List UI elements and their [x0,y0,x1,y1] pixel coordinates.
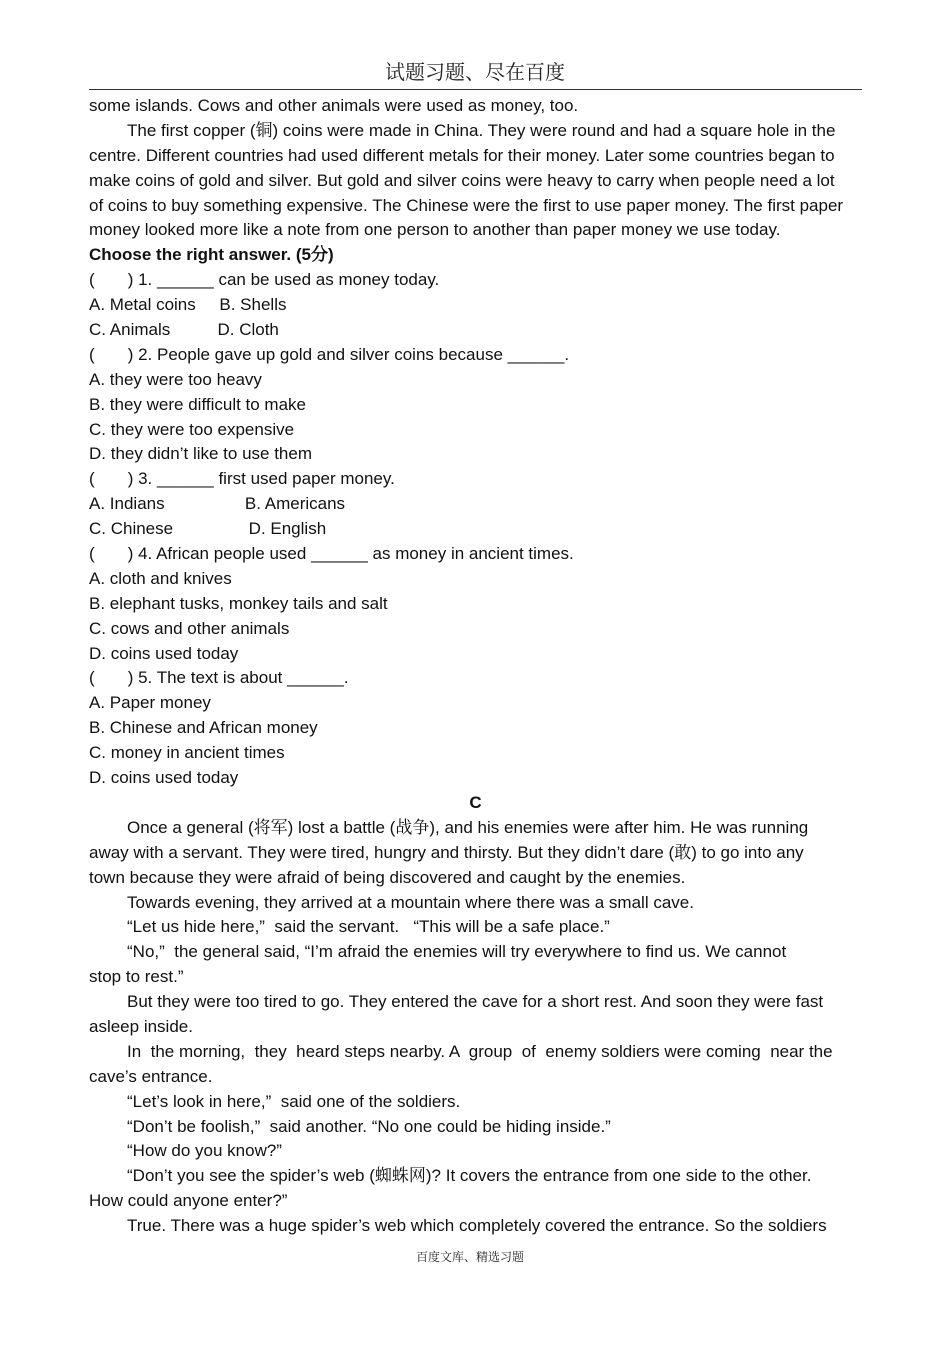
text-line: D. they didn’t like to use them [89,444,313,464]
text-line: Once a general (将军) lost a battle (战争), and his enemies were after him. He was running [127,817,809,837]
text-line: “How do you know?” [127,1141,282,1161]
text-line: some islands. Cows and other animals were used as money, too. [89,96,579,115]
section-heading: C [469,792,482,812]
text-line: A. Paper money [89,693,211,713]
text-line: “Let us hide here,” said the servant. “This will be a safe place.” [127,917,610,937]
text-line: B. Chinese and African money [89,718,318,738]
text-line: ( ) 1. ______ can be used as money today. [89,270,440,290]
text-line: “Don’t you see the spider’s web (蜘蛛网)? It covers the entrance from one side to the other. [127,1166,812,1186]
text-line: make coins of gold and silver. But gold and silver coins were heavy to carry when people need a lot [89,170,835,190]
text-line: The first copper (铜) coins were made in China. They were round and had a square hole in the [127,120,836,140]
text-line: C. Chinese D. English [89,519,327,539]
text-line: C. cows and other animals [89,618,290,638]
text-line: A. cloth and knives [89,568,232,588]
text-line: money looked more like a note from one person to another than paper money we use today. [89,220,781,240]
text-line: But they were too tired to go. They entered the cave for a short rest. And soon they were fast [127,992,824,1012]
text-line: D. coins used today [89,643,239,663]
text-line: True. There was a huge spider’s web which completely covered the entrance. So the soldiers [127,1216,827,1236]
text-line: “Don’t be foolish,” said another. “No one could be hiding inside.” [127,1116,611,1136]
text-line: centre. Different countries had used different metals for their money. Later some countries began to [89,145,835,165]
text-line: Towards evening, they arrived at a mountain where there was a small cave. [127,892,694,912]
text-line: A. Metal coins B. Shells [89,295,287,315]
text-line: In the morning, they heard steps nearby. A group of enemy soldiers were coming near the [127,1041,833,1061]
text-line: C. they were too expensive [89,419,295,439]
text-line: C. Animals D. Cloth [89,320,279,340]
text-line: D. coins used today [89,768,239,788]
text-line: C. money in ancient times [89,743,285,763]
document-body [89,94,889,1239]
text-line: stop to rest.” [89,967,184,987]
text-line: ( ) 4. African people used ______ as money in ancient times. [89,544,574,564]
text-line: ( ) 5. The text is about ______. [89,668,349,688]
header-divider [89,89,862,90]
text-line: B. they were difficult to make [89,394,307,414]
text-line: Choose the right answer. (5分) [89,245,334,265]
text-line: ( ) 2. People gave up gold and silver coins because ______. [89,344,570,364]
text-line: cave’s entrance. [89,1066,213,1086]
text-line: town because they were afraid of being discovered and caught by the enemies. [89,867,686,887]
page-header-title: 试题习题、尽在百度 [385,60,565,84]
text-line: A. they were too heavy [89,369,262,389]
text-line: B. elephant tusks, monkey tails and salt [89,593,388,613]
text-line: How could anyone enter?” [89,1191,288,1211]
text-line: away with a servant. They were tired, hungry and thirsty. But they didn’t dare (敢) to go into any [89,842,804,862]
text-line: A. Indians B. Americans [89,494,346,514]
text-line: ( ) 3. ______ first used paper money. [89,469,395,489]
page-footer-text: 百度文库、精选习题 [415,1250,524,1264]
text-line: “Let’s look in here,” said one of the soldiers. [127,1091,461,1111]
text-line: asleep inside. [89,1016,193,1036]
text-line: “No,” the general said, “I’m afraid the enemies will try everywhere to find us. We cannot [127,942,787,962]
text-line: of coins to buy something expensive. The Chinese were the first to use paper money. The first paper [89,195,844,215]
